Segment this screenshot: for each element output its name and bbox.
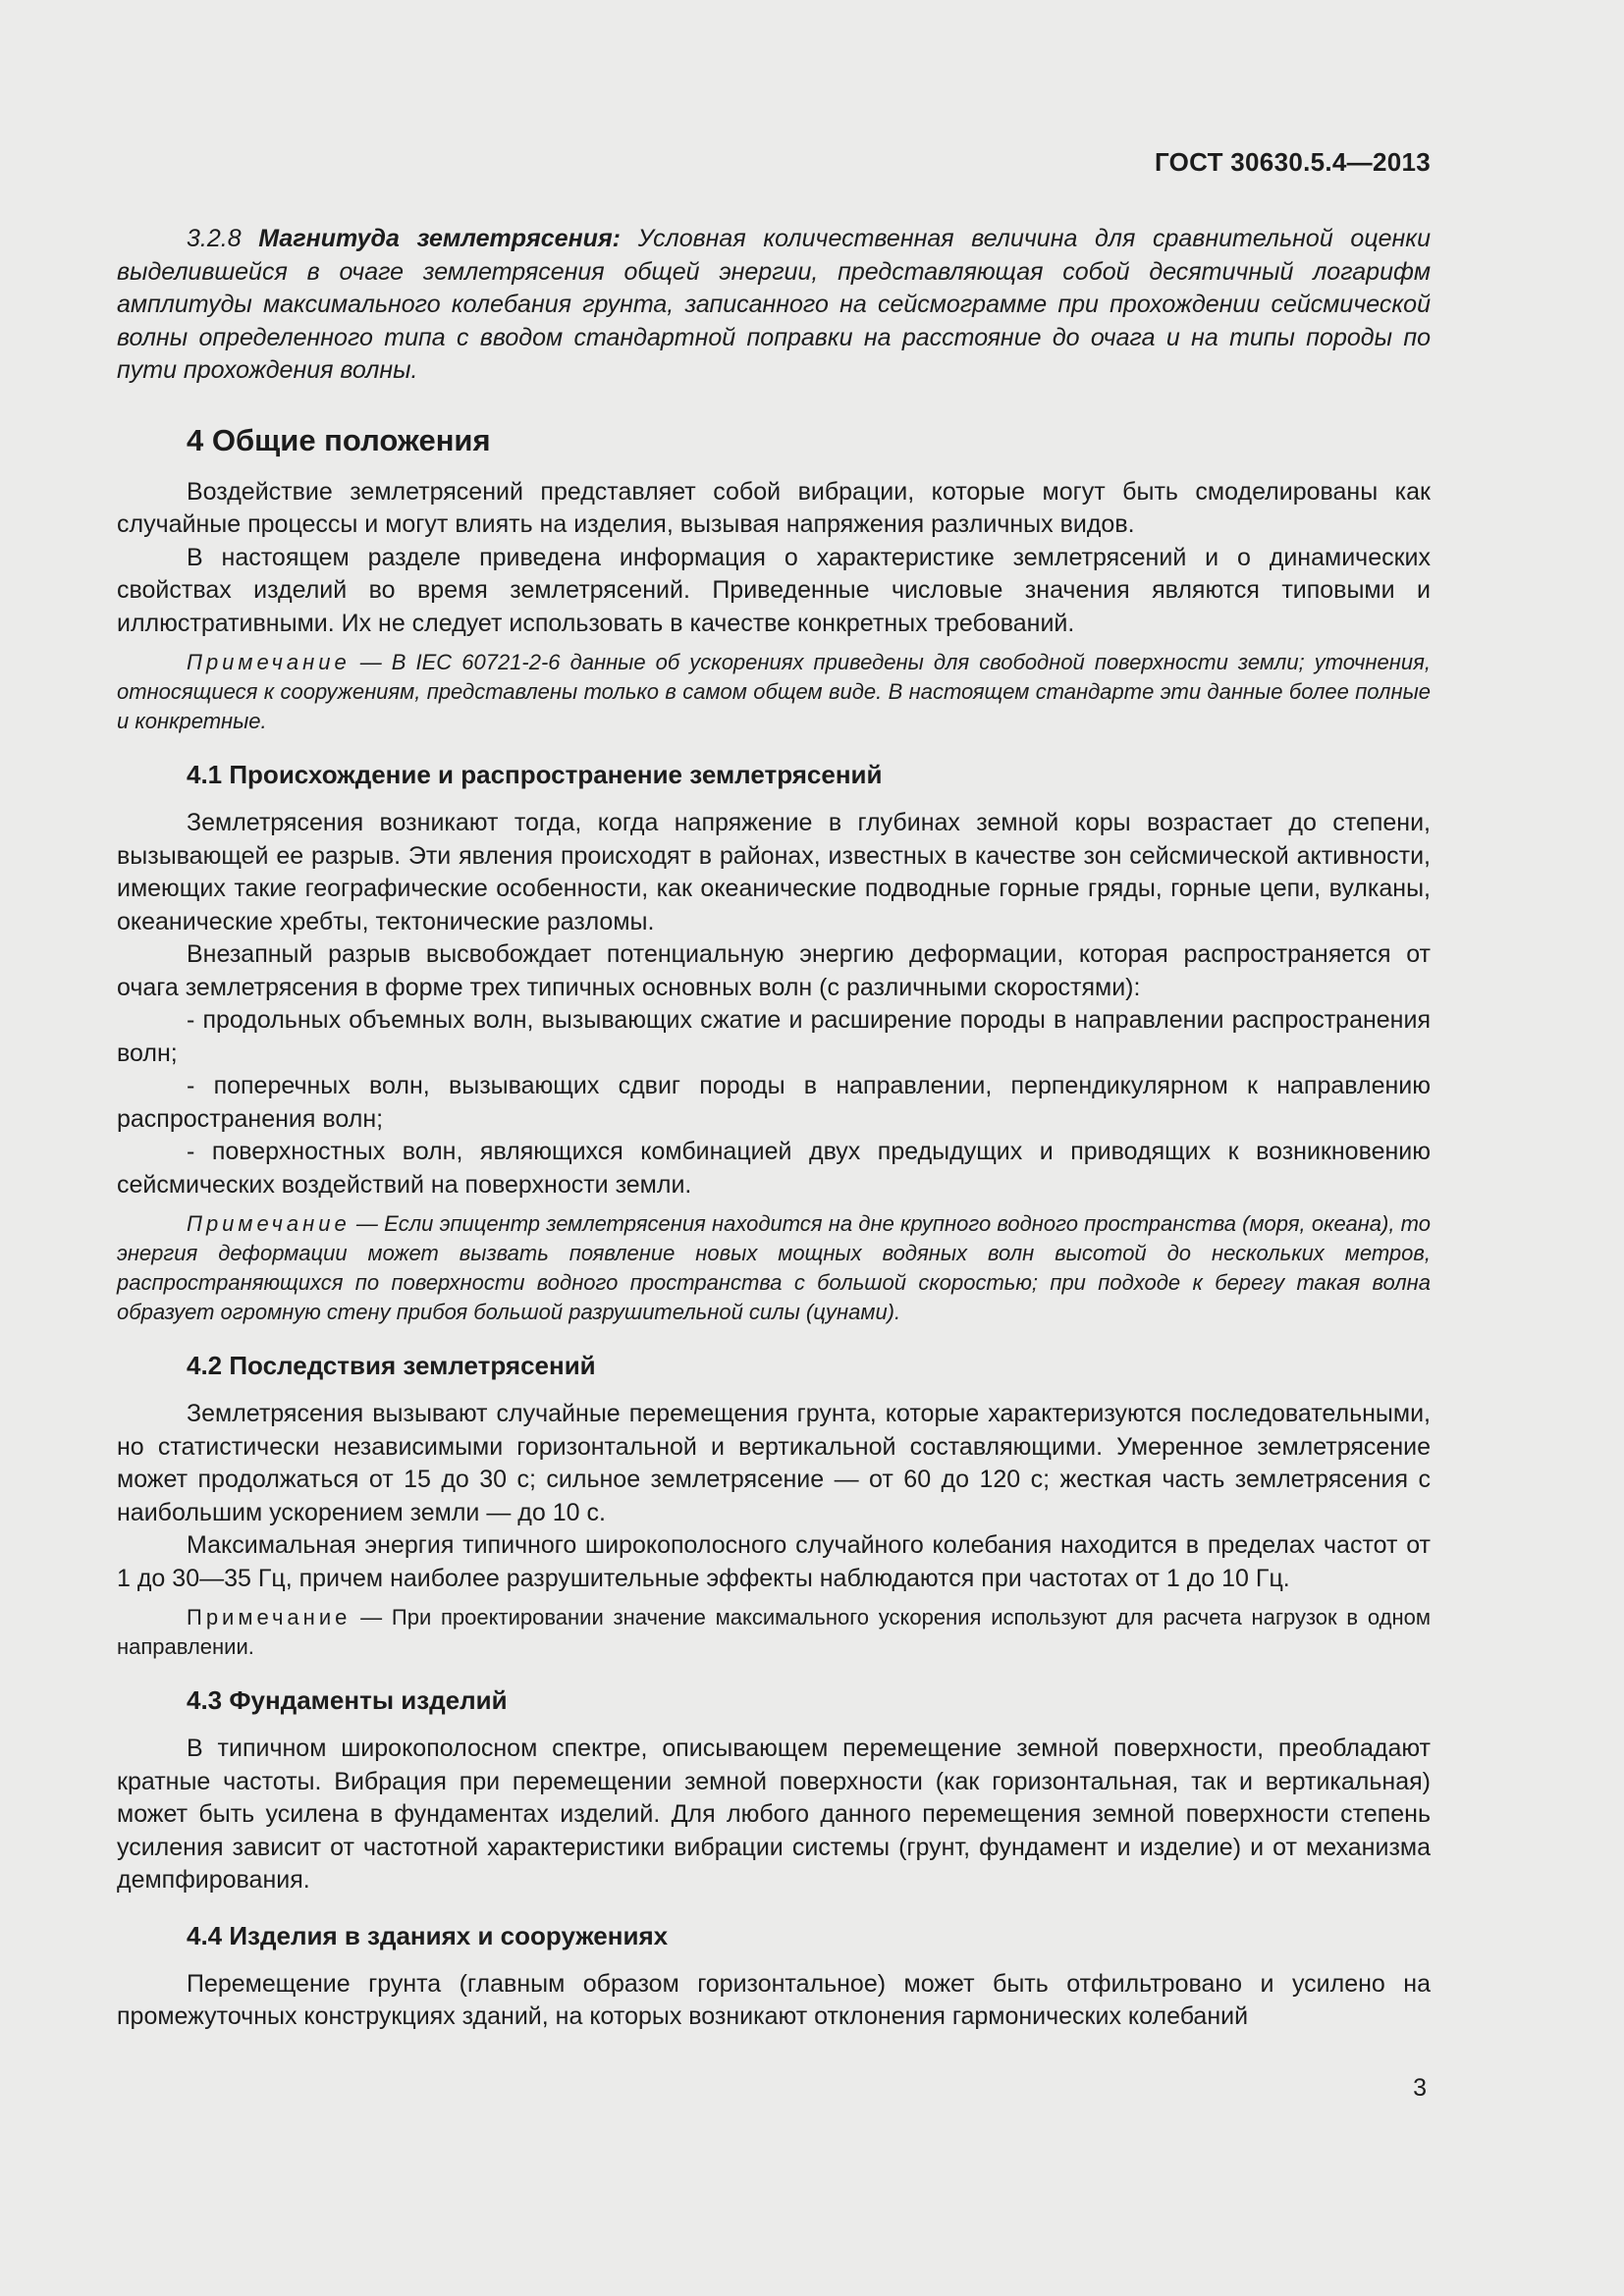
section-4-4-heading: 4.4 Изделия в зданиях и сооружениях <box>187 1920 669 1950</box>
section-4-1-paragraph: Внезапный разрыв высвобождает потенциальную энергию деформации, которая распространяется от очага землетрясения в форме трех типичных основных волн (с различными скоростями): <box>117 940 1431 1001</box>
term-definition-3-2-8 <box>117 223 1431 388</box>
section-4-1-list-item: - поперечных волн, вызывающих сдвиг породы в направлении, перпендикулярном к направлению распространения волн; <box>117 1072 1431 1133</box>
section-4-4-paragraph: Перемещение грунта (главным образом горизонтальное) может быть отфильтровано и усилено на промежуточных конструкциях зданий, на которых возникают отклонения гармонических колебаний <box>117 1969 1431 2030</box>
section-4-2-heading: 4.2 Последствия землетрясений <box>187 1351 596 1380</box>
note-label: Примечание <box>187 1605 352 1629</box>
note-text: — В IEC 60721-2-6 данные об ускорениях приведены для свободной поверхности земли; уточнения, относящиеся к сооружениям, представлены только в самом общем виде. В настоящем стандарте эти данные более полные и конкретные. <box>117 650 1431 733</box>
section-4-heading: 4 Общие положения <box>187 422 491 457</box>
section-4-paragraph: Воздействие землетрясений представляет собой вибрации, которые могут быть смоделированы как случайные процессы и могут влиять на изделия, вызывая напряжения различных видов. <box>117 477 1431 538</box>
section-4-2-paragraph: Максимальная энергия типичного широкополосного случайного колебания находится в пределах частот от 1 до 30—35 Гц, причем наиболее разрушительные эффекты наблюдаются при частотах от 1 до 10 Гц. <box>117 1531 1431 1592</box>
term-name: Магнитуда землетрясения: <box>258 225 621 252</box>
page-number: 3 <box>1413 2074 1427 2102</box>
section-4-3-heading: 4.3 Фундаменты изделий <box>187 1685 508 1715</box>
section-4-1-list-item: - поверхностных волн, являющихся комбинацией двух предыдущих и приводящих к возникновению сейсмических воздействий на поверхности земли. <box>117 1138 1431 1199</box>
document-header-id: ГОСТ 30630.5.4—2013 <box>1154 147 1431 177</box>
section-4-1-heading: 4.1 Происхождение и распространение землетрясений <box>187 760 883 789</box>
section-4-2-note <box>117 1603 1431 1662</box>
section-4-1-note <box>117 1209 1431 1327</box>
section-4-note <box>117 648 1431 736</box>
section-4-2-paragraph: Землетрясения вызывают случайные перемещения грунта, которые характеризуются последовательными, но статистически независимыми горизонтальной и вертикальной составляющими. Умеренное землетрясение может продолжаться от 15 до 30 с; сильное землетрясение — от 60 до 120 с; жесткая часть землетрясения с наибольшим ускорением земли — до 10 с. <box>117 1400 1431 1526</box>
note-label: Примечание <box>187 1211 351 1236</box>
note-label: Примечание <box>187 650 351 674</box>
document-body <box>117 223 1431 2034</box>
section-4-paragraph: В настоящем разделе приведена информация о характеристике землетрясений и о динамических свойствах изделий во время землетрясений. Приведенные числовые значения являются типовыми и иллюстративными. Их не следует использовать в качестве конкретных требований. <box>117 543 1431 637</box>
term-definition-text: Условная количественная величина для сравнительной оценки выделившейся в очаге землетрясения общей энергии, представляющая собой десятичный логарифм амплитуды максимального колебания грунта, записанного на сейсмограмме при прохождении сейсмической волны определенного типа с вводом стандартной поправки на расстояние до очага и на типы породы по пути прохождения волны. <box>117 225 1431 384</box>
note-text: — Если эпицентр землетрясения находится на дне крупного водного пространства (моря, океана), то энергия деформации может вызвать появление новых мощных водяных волн высотой до нескольких метров, распространяющихся по поверхности водного пространства с большой скоростью; при подходе к берегу такая волна образует огромную стену прибоя большой разрушительной силы (цунами). <box>117 1211 1431 1324</box>
term-number: 3.2.8 <box>187 225 242 252</box>
section-4-3-paragraph: В типичном широкополосном спектре, описывающем перемещение земной поверхности, преобладают кратные частоты. Вибрация при перемещении земной поверхности (как горизонтальная, так и вертикальная) может быть усилена в фундаментах изделий. Для любого данного перемещения земной поверхности степень усиления зависит от частотной характеристики вибрации системы (грунт, фундамент и изделие) и от механизма демпфирования. <box>117 1735 1431 1894</box>
section-4-1-list-item: - продольных объемных волн, вызывающих сжатие и расширение породы в направлении распространения волн; <box>117 1006 1431 1067</box>
note-text: — При проектировании значение максимального ускорения используют для расчета нагрузок в одном направлении. <box>117 1605 1431 1659</box>
section-4-1-paragraph: Землетрясения возникают тогда, когда напряжение в глубинах земной коры возрастает до степени, вызывающей ее разрыв. Эти явления происходят в районах, известных в качестве зон сейсмической активности, имеющих такие географические особенности, как океанические подводные горные гряды, горные цепи, вулканы, океанические хребты, тектонические разломы. <box>117 809 1431 935</box>
